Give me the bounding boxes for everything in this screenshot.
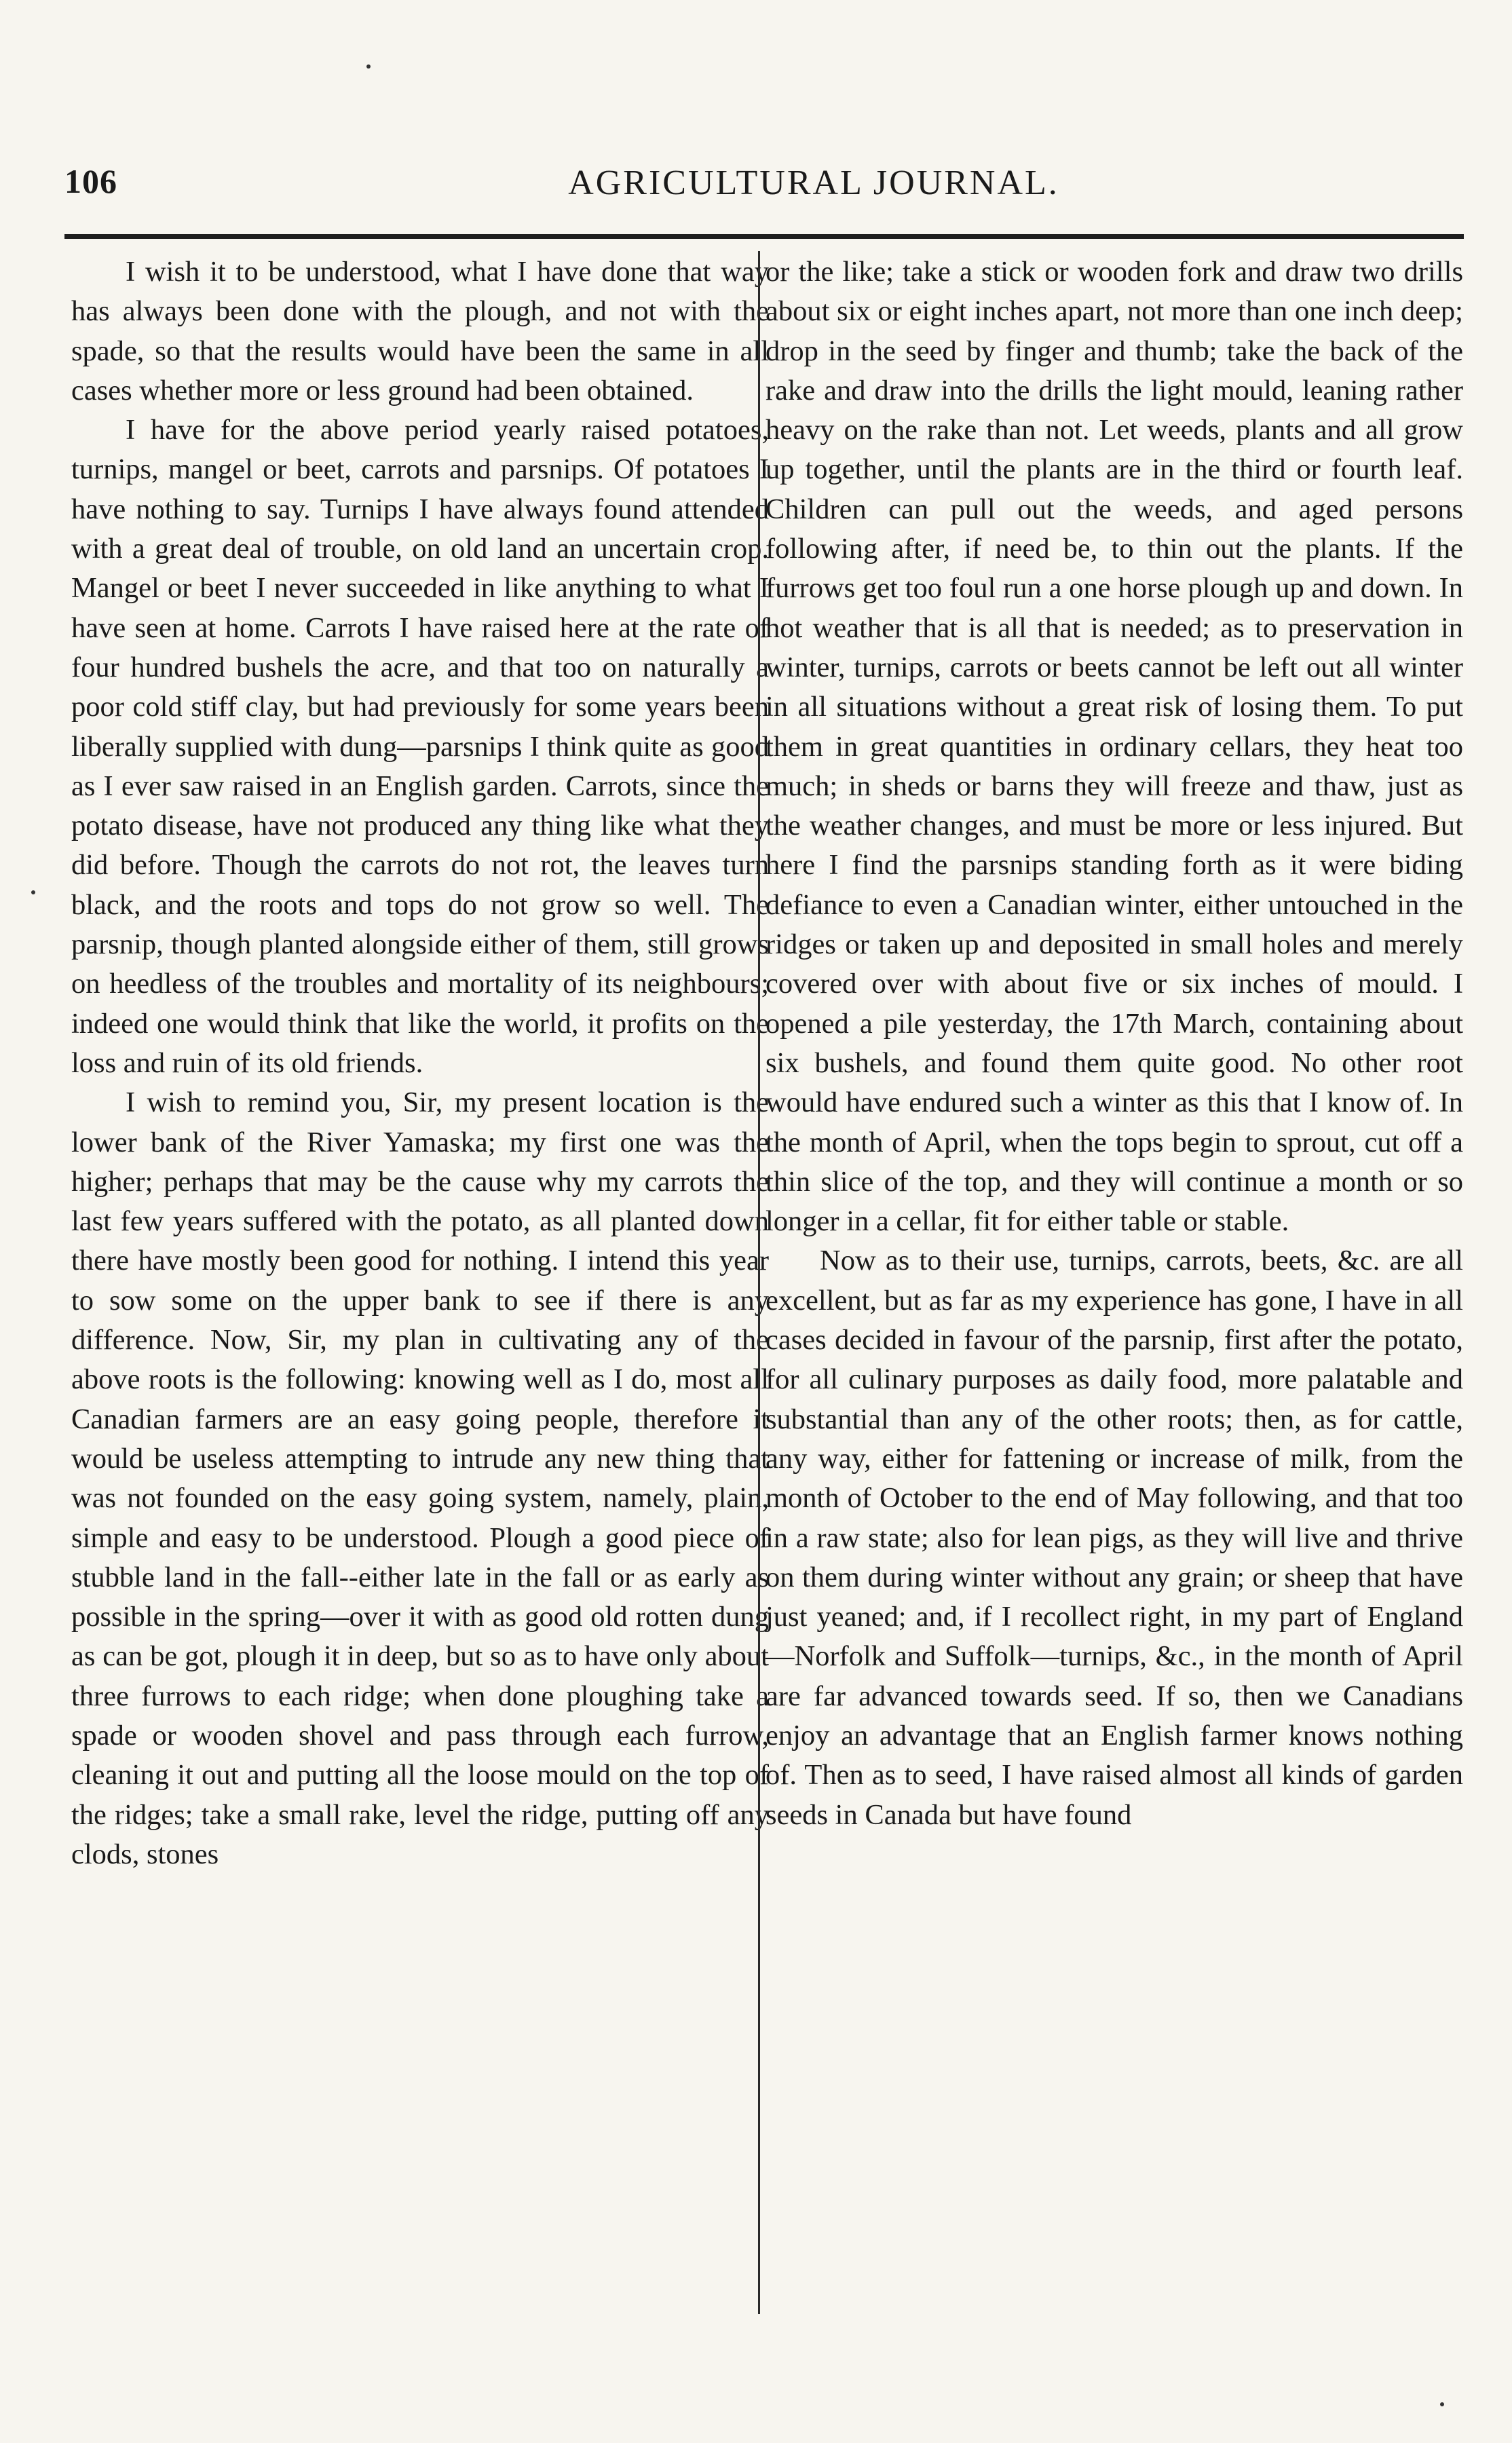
print-speck — [366, 64, 371, 69]
running-title: AGRICULTURAL JOURNAL. — [568, 164, 1059, 202]
column-divider — [758, 251, 760, 2314]
left-paragraph-2: I have for the above period yearly raised potatoes, turnips, mangel or beet, carrots and parsnips. Of potatoes I have nothing to say. Turnips I have always found attended with a great deal of trouble, on old land an uncertain crop. Mangel or beet I never succeeded in like anything to what I have seen at home. Carrots I have raised here at the rate of four hundred bushels the acre, and that too on naturally a poor cold stiff clay, but had previously for some years been liberally supplied with dung—parsnips I think quite as good as I ever saw raised in an English garden. Carrots, since the potato disease, have not produced any thing like what they did before. Though the carrots do not rot, the leaves turn black, and the roots and tops do not grow so well. The parsnip, though planted alongside either of them, still grows on heedless of the troubles and mortality of its neighbours; indeed one would think that like the world, it profits on the loss and ruin of its old friends. — [71, 414, 769, 1079]
page-number: 106 — [64, 162, 117, 200]
right-paragraph-1: or the like; take a stick or wooden fork and draw two drills about six or eight inches apart, not more than one inch deep; drop in the seed by finger and thumb; take the back of the rake and draw into the drills the light mould, leaning rather heavy on the rake than not. Let weeds, plants and all grow up together, until the plants are in the third or fourth leaf. Children can pull out the weeds, and aged persons following after, if need be, to thin out the plants. If the furrows get too foul run a one horse plough up and down. In hot weather that is all that is needed; as to preservation in winter, turnips, carrots or beets cannot be left out all winter in all situations without a great risk of losing them. To put them in great quantities in ordinary cellars, they heat too much; in sheds or barns they will freeze and thaw, just as the weather changes, and must be more or less injured. But here I find the parsnips standing forth as it were biding defiance to even a Canadian winter, either untouched in the ridges or taken up and deposited in small holes and merely covered over with about five or six inches of mould. I opened a pile yesterday, the 17th March, containing about six bushels, and found them quite good. No other root would have endured such a winter as this that I know of. In the month of April, when the tops begin to sprout, cut off a thin slice of the top, and they will continue a month or so longer in a cellar, fit for either table or stable. — [766, 256, 1463, 1238]
print-speck — [1440, 2402, 1444, 2406]
header-rule — [64, 234, 1464, 239]
print-speck — [31, 890, 35, 894]
left-paragraph-3: I wish to remind you, Sir, my present location is the lower bank of the River Yamaska; my first one was the higher; perhaps that may be the cause why my carrots the last few years suffered with the potato, as all planted down there have mostly been good for nothing. I intend this year to sow some on the upper bank to see if there is any difference. Now, Sir, my plan in cultivating any of the above roots is the following: knowing well as I do, most all Canadian farmers are an easy going people, therefore it would be useless attempting to intrude any new thing that was not founded on the easy going system, namely, plain, simple and easy to be understood. Plough a good piece of stubble land in the fall--either late in the fall or as early as possible in the spring—over it with as good old rotten dung as can be got, plough it in deep, but so as to have only about three furrows to each ridge; when done ploughing take a spade or wooden shovel and pass through each furrow, cleaning it out and putting all the loose mould on the top of the ridges; take a small rake, level the ridge, putting off any clods, stones — [71, 1086, 769, 1870]
left-column — [71, 252, 769, 1874]
left-paragraph-1: I wish it to be understood, what I have done that way has always been done with the plough, and not with the spade, so that the results would have been the same in all cases whether more or less ground had been obtained. — [71, 256, 769, 406]
right-column — [766, 252, 1463, 1835]
right-paragraph-2: Now as to their use, turnips, carrots, beets, &c. are all excellent, but as far as my experience has gone, I have in all cases decided in favour of the parsnip, first after the potato, for all culinary purposes as daily food, more palatable and substantial than any of the other roots; then, as for cattle, any way, either for fattening or increase of milk, from the month of October to the end of May following, and that too in a raw state; also for lean pigs, as they will live and thrive on them during winter without any grain; or sheep that have just yeaned; and, if I recollect right, in my part of England—Norfolk and Suffolk—turnips, &c., in the month of April are far advanced towards seed. If so, then we Canadians enjoy an advantage that an English farmer knows nothing of. Then as to seed, I have raised almost all kinds of garden seeds in Canada but have found — [766, 1245, 1463, 1831]
